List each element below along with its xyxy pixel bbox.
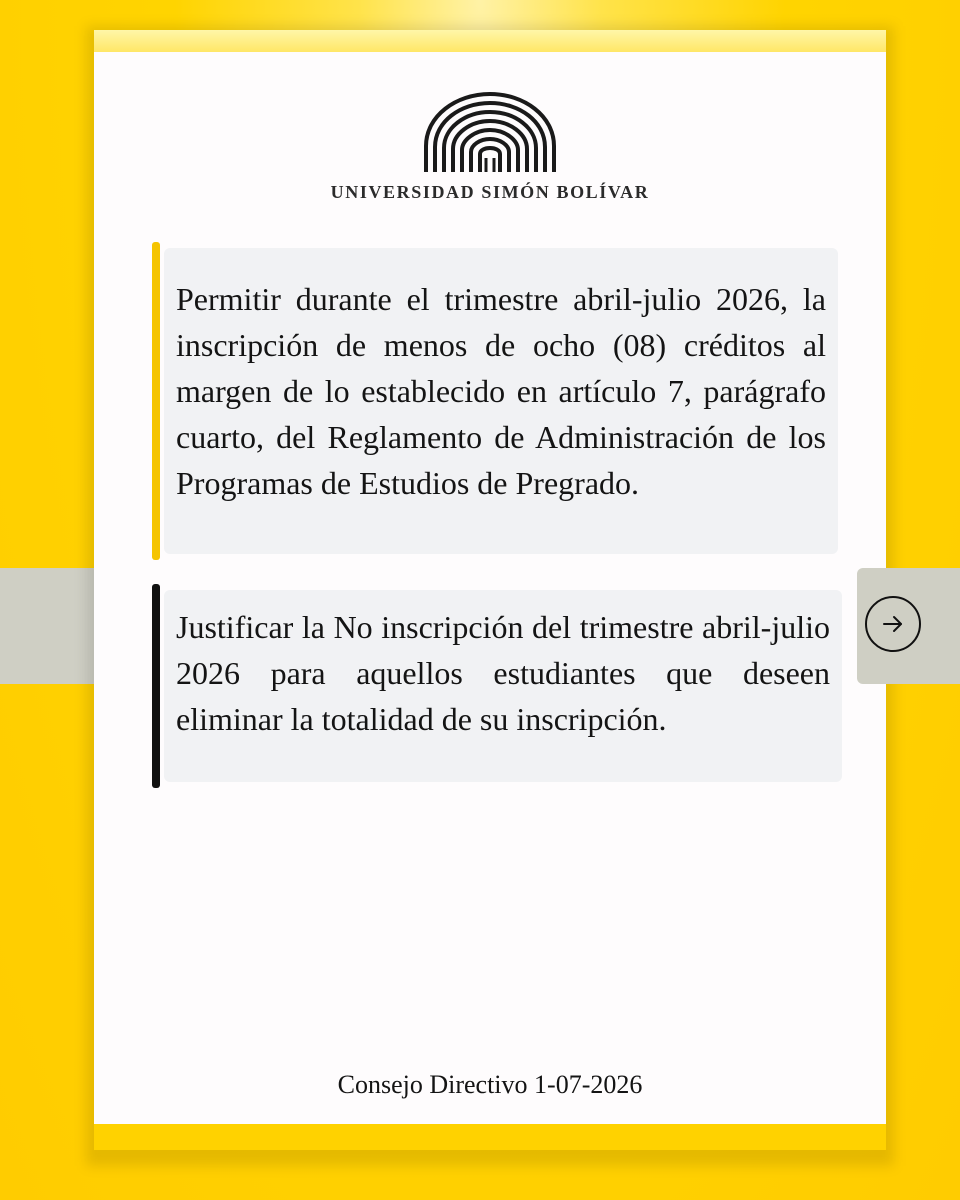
- slide-card: [94, 30, 886, 1150]
- announcement-text-1: Permitir durante el trimestre abril-julio 2026, la inscripción de menos de ocho (08) créditos al margen de lo establecido en artículo 7, parágrafo cuarto, del Reglamento de Administración de los Programas de Estudios de Pregrado.: [176, 281, 826, 501]
- university-logo: [94, 88, 886, 203]
- next-slide-button[interactable]: [857, 568, 960, 684]
- university-name: UNIVERSIDAD SIMÓN BOLÍVAR: [330, 182, 650, 202]
- announcement-text-2: Justificar la No inscripción del trimestre abril-julio 2026 para aquellos estudiantes que deseen eliminar la totalidad de su inscripción.: [176, 609, 830, 737]
- next-circle: [865, 596, 921, 652]
- announcement-block-2: [164, 590, 842, 782]
- card-top-band: [94, 30, 886, 52]
- usb-dome-logo-icon: [420, 88, 560, 174]
- yellow-accent-bar: [152, 242, 160, 560]
- black-accent-bar: [152, 584, 160, 788]
- previous-slide-tab: [0, 568, 94, 684]
- arrow-right-icon: [881, 612, 905, 636]
- card-bottom-band: [94, 1124, 886, 1150]
- announcement-block-1: [164, 248, 838, 554]
- footer-signature: Consejo Directivo 1-07-2026: [337, 1070, 643, 1099]
